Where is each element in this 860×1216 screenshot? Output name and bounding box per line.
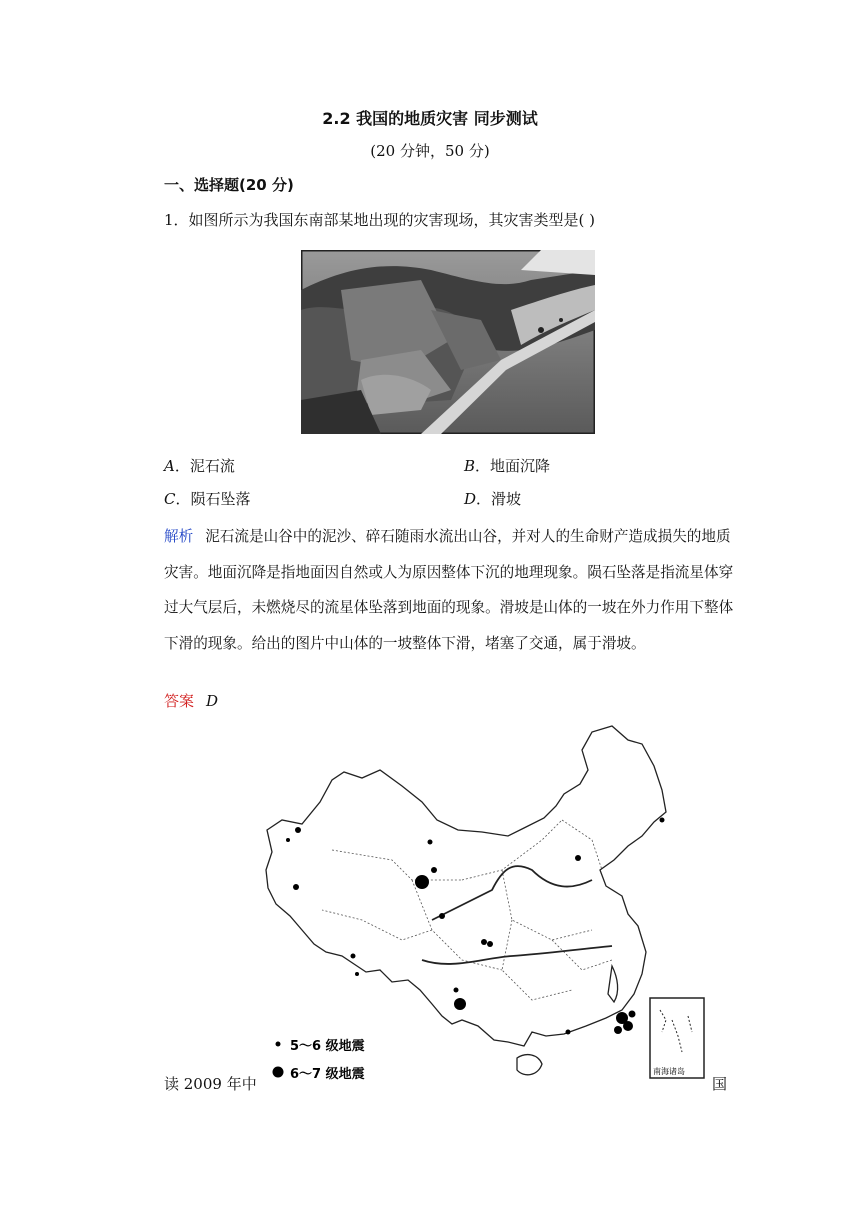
- option-a: A．泥石流: [164, 457, 235, 475]
- south-china-sea-inset: [650, 998, 704, 1078]
- legend-small-dot: [276, 1042, 281, 1047]
- option-letter: A: [164, 457, 175, 475]
- next-question-start: 读 2009 年中: [164, 1075, 257, 1093]
- option-d: D．滑坡: [464, 490, 522, 508]
- answer-label: 答案: [164, 692, 195, 710]
- page-title: 2.2 我国的地质灾害 同步测试: [322, 109, 538, 128]
- landslide-photo: [301, 250, 595, 434]
- map-outline: [266, 726, 666, 1075]
- option-b: B．地面沉降: [464, 457, 551, 475]
- legend-small-label: 5～6 级地震: [290, 1039, 365, 1054]
- option-text: 滑坡: [491, 490, 522, 508]
- answer-line: [164, 690, 218, 711]
- question-stem: 1．如图所示为我国东南部某地出现的灾害现场，其灾害类型是( ): [164, 211, 596, 229]
- next-question-fragment: 国: [712, 1075, 728, 1093]
- earthquake-map: [262, 720, 732, 1092]
- option-c: C．陨石坠落: [164, 490, 251, 508]
- legend-large-label: 6～7 级地震: [290, 1067, 365, 1082]
- analysis-label: 解析: [164, 528, 194, 545]
- analysis-text: 泥石流是山谷中的泥沙、碎石随雨水流出山谷，并对人的生命财产造成损失的地质灾害。地面沉降是指地面因自然或人为原因整体下沉的地理现象。陨石坠落是指流星体穿过大气层后，未燃烧尽的流星体坠落到地面的现象。滑坡是山体的一坡在外力作用下整体下滑的现象。给出的图片中山体的一坡整体下滑，堵塞了交通，属于滑坡。: [164, 528, 734, 652]
- earthquake-dots: [286, 818, 665, 1035]
- option-text: 地面沉降: [490, 457, 551, 475]
- page-subtitle: (20 分钟，50 分): [370, 142, 490, 160]
- analysis-paragraph: [164, 519, 734, 661]
- option-text: 泥石流: [189, 457, 235, 475]
- legend-large-dot: [273, 1067, 284, 1078]
- province-borders: [322, 820, 612, 1000]
- inset-label: 南海诸岛: [653, 1067, 685, 1076]
- option-text: 陨石坠落: [190, 490, 251, 508]
- answer-value: D: [206, 692, 219, 710]
- map-legend: [273, 1038, 365, 1082]
- rivers: [422, 866, 612, 964]
- option-letter: B: [464, 457, 476, 475]
- section-heading: 一、选择题(20 分): [164, 176, 294, 194]
- option-letter: D: [464, 490, 477, 508]
- option-letter: C: [164, 490, 176, 508]
